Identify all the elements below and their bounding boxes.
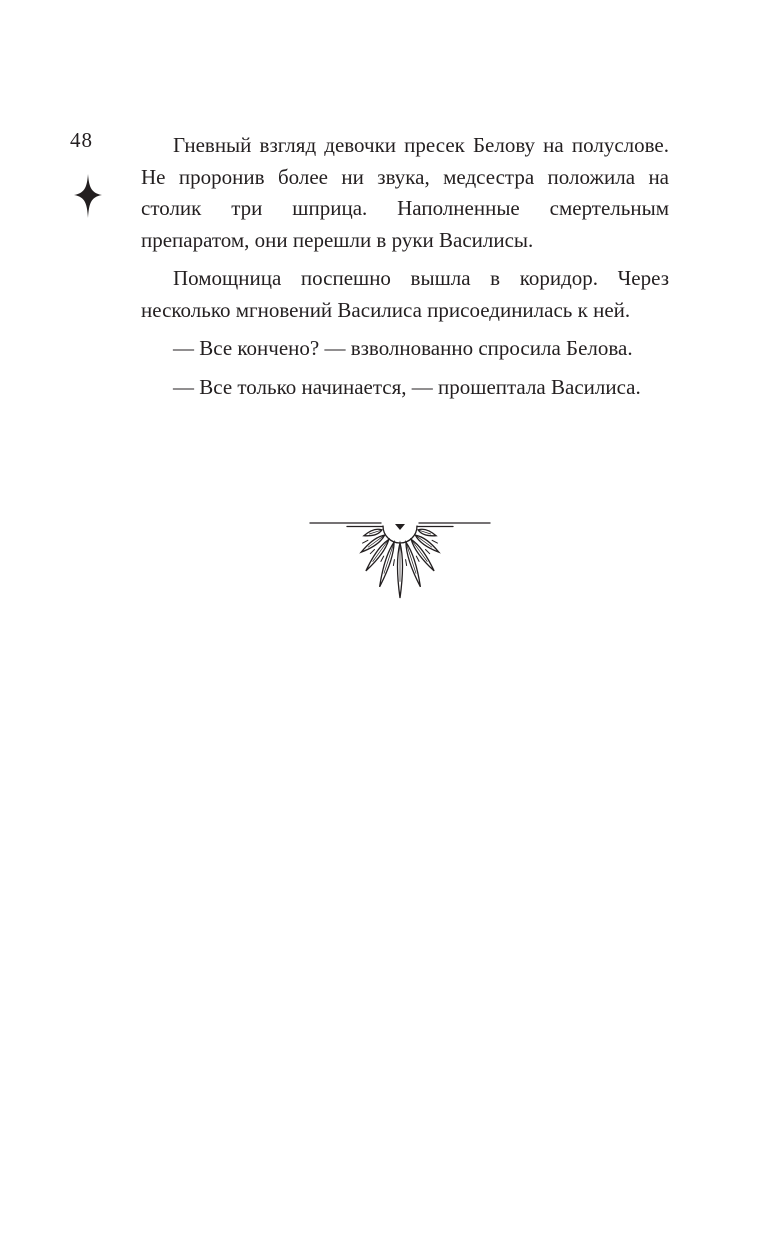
sun-dash: [363, 540, 368, 543]
sun-dash: [393, 560, 394, 566]
page-number: 48: [70, 128, 93, 152]
sun-dash: [416, 556, 419, 561]
sun-dash: [406, 560, 407, 566]
sun-dash: [381, 556, 384, 561]
sun-dash: [426, 550, 430, 554]
sun-dash: [432, 540, 437, 543]
paragraph: Помощница поспешно вышла в коридор. Через несколько мгновений Василиса присоединилась к ней.: [141, 266, 669, 322]
body-text: [141, 130, 669, 403]
sun-rays-divider-icon: [307, 516, 493, 608]
four-point-star-icon: [74, 174, 102, 218]
dialogue-line: — Все кончено? — взволнованно спросила Белова.: [173, 336, 633, 360]
paragraph: Гневный взгляд девочки пресек Белову на полуслове. Не проронив более ни звука, медсестра положила на столик три шприца. Наполненные смертельным препаратом, они перешли в руки Василисы.: [141, 133, 669, 252]
dialogue-line: — Все только начинается, — прошептала Василиса.: [173, 374, 641, 399]
sun-dash: [370, 550, 374, 554]
top-triangle: [395, 524, 405, 530]
